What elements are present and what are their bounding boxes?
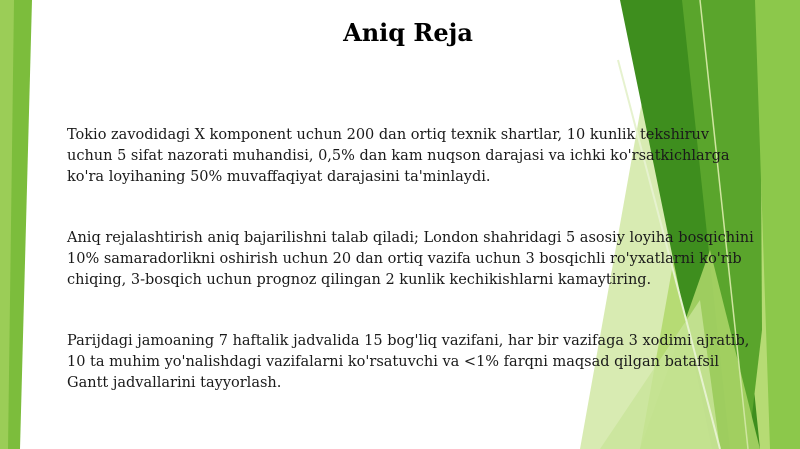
paragraph-paris: Parijdagi jamoaning 7 haftalik jadvalida 15 bog'liq vazifani, har bir vazifaga 3 xodimi ajratib, 10 ta muhim yo'nalishdagi vazifalarni ko'rsatuvchi va <1% farqni maqsad qilgan batafsil Gantt jadvallarini tayyorlash. xyxy=(67,333,750,391)
slide-title: Aniq Reja xyxy=(343,18,473,47)
paragraph-tokyo: Tokio zavodidagi X komponent uchun 200 dan ortiq texnik shartlar, 10 kunlik tekshiruv uchun 5 sifat nazorati muhandisi, 0,5% dan kam nuqson darajasi va ichki ko'rsatkichlarga ko'ra loyihaning 50% muvaffaqiyat darajasini ta'minlaydi. xyxy=(67,127,730,185)
paragraph-london: Aniq rejalashtirish aniq bajarilishni talab qiladi; London shahridagi 5 asosiy loyiha bosqichini 10% samaradorlikni oshirish uchun 20 dan ortiq vazifa uchun 3 bosqichli ro'yxatlarni ko'rib chiqing, 3-bosqich uchun prognoz qilingan 2 kunlik kechikishlarni kamaytiring. xyxy=(67,230,754,288)
